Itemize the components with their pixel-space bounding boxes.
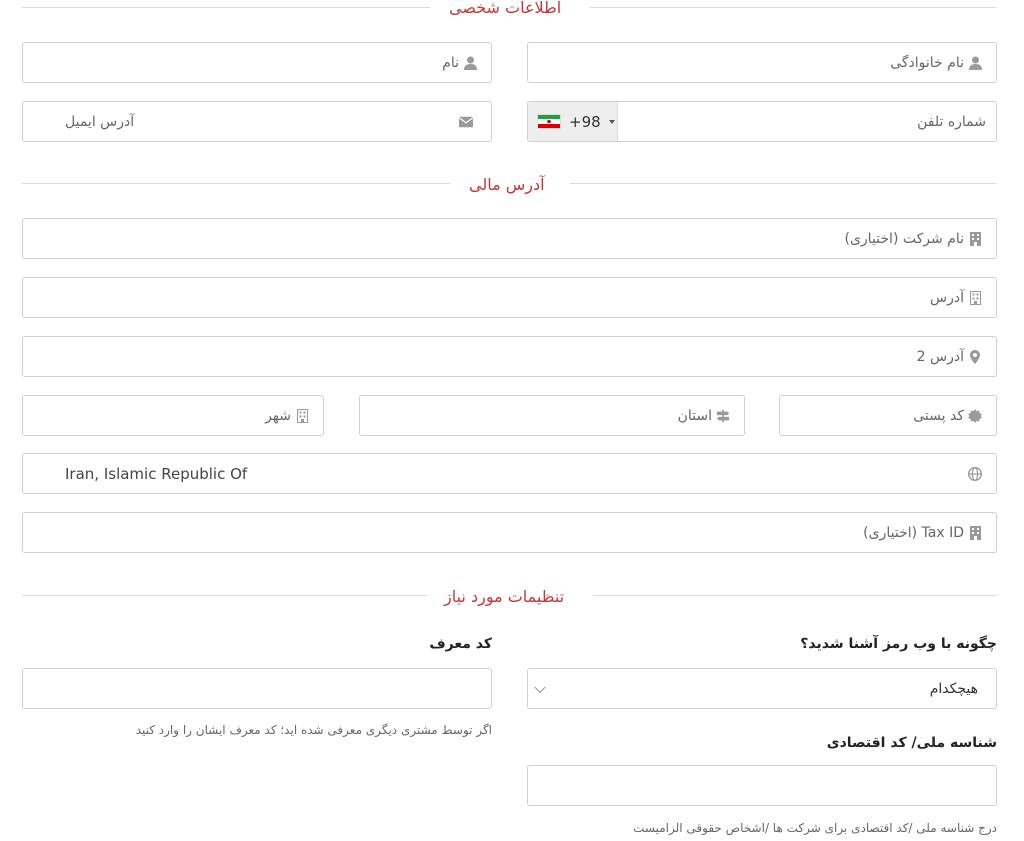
lastname-field[interactable] bbox=[527, 42, 997, 83]
section-divider-right bbox=[570, 183, 997, 184]
postcode-field[interactable] bbox=[779, 395, 997, 436]
national-id-label: شناسه ملی/ کد اقتصادی bbox=[826, 735, 997, 751]
section-divider-left bbox=[22, 595, 427, 596]
referral-help: اگر توسط مشتری دیگری معرفی شده اید؛ کد معرف ایشان را وارد کنید bbox=[135, 723, 492, 737]
section-title-personal: اطلاعات شخصی bbox=[449, 0, 562, 17]
section-divider-right bbox=[593, 595, 997, 596]
city-placeholder: شهر bbox=[265, 407, 291, 424]
phone-country-code: +98 bbox=[569, 112, 601, 131]
building-icon bbox=[295, 409, 309, 423]
taxid-placeholder: Tax ID (اختیاری) bbox=[863, 524, 964, 541]
firstname-placeholder: نام bbox=[442, 54, 459, 71]
section-divider-left bbox=[22, 183, 450, 184]
signpost-icon bbox=[716, 409, 730, 423]
taxid-field[interactable] bbox=[22, 512, 997, 553]
phone-field[interactable] bbox=[527, 101, 997, 142]
how-found-value: هیچکدام bbox=[929, 680, 978, 697]
envelope-icon bbox=[459, 115, 473, 129]
firstname-field[interactable] bbox=[22, 42, 492, 83]
chevron-down-icon bbox=[534, 681, 545, 692]
referral-label: کد معرف bbox=[429, 636, 492, 652]
map-marker-icon bbox=[968, 350, 982, 364]
user-icon bbox=[968, 56, 982, 70]
phone-placeholder: شماره تلفن bbox=[917, 113, 986, 130]
building-icon bbox=[968, 291, 982, 305]
how-found-select[interactable] bbox=[527, 668, 997, 709]
section-title-required: تنظیمات مورد نیاز bbox=[444, 587, 565, 606]
state-field[interactable] bbox=[359, 395, 745, 436]
certificate-icon bbox=[968, 409, 982, 423]
company-field[interactable] bbox=[22, 218, 997, 259]
globe-icon bbox=[968, 467, 982, 481]
company-placeholder: نام شرکت (اختیاری) bbox=[844, 230, 964, 247]
lastname-placeholder: نام خانوادگی bbox=[890, 54, 964, 71]
how-found-label: چگونه با وب رمز آشنا شدید؟ bbox=[800, 636, 997, 652]
referral-input[interactable] bbox=[22, 668, 492, 709]
user-icon bbox=[463, 56, 477, 70]
state-placeholder: استان bbox=[677, 407, 712, 424]
national-id-help: درج شناسه ملی /کد اقتصادی برای شرکت ها /اشخاص حقوقی الزامیست bbox=[633, 821, 997, 835]
phone-country-selector[interactable] bbox=[528, 102, 618, 141]
email-placeholder: آدرس ایمیل bbox=[65, 113, 135, 130]
city-field[interactable] bbox=[22, 395, 324, 436]
address2-placeholder: آدرس 2 bbox=[916, 348, 964, 365]
caret-down-icon bbox=[609, 120, 615, 124]
section-title-billing: آدرس مالی bbox=[469, 175, 545, 194]
postcode-placeholder: کد پستی bbox=[913, 407, 964, 424]
address-field[interactable] bbox=[22, 277, 997, 318]
section-divider-right bbox=[590, 7, 997, 8]
building-icon bbox=[968, 526, 982, 540]
address2-field[interactable] bbox=[22, 336, 997, 377]
country-value: Iran, Islamic Republic Of bbox=[65, 464, 248, 483]
national-id-input[interactable] bbox=[527, 765, 997, 806]
country-select[interactable] bbox=[22, 453, 997, 494]
section-divider-left bbox=[22, 7, 430, 8]
building-icon bbox=[968, 232, 982, 246]
iran-flag-icon bbox=[537, 114, 561, 129]
address-placeholder: آدرس bbox=[930, 289, 964, 306]
email-field[interactable] bbox=[22, 101, 492, 142]
